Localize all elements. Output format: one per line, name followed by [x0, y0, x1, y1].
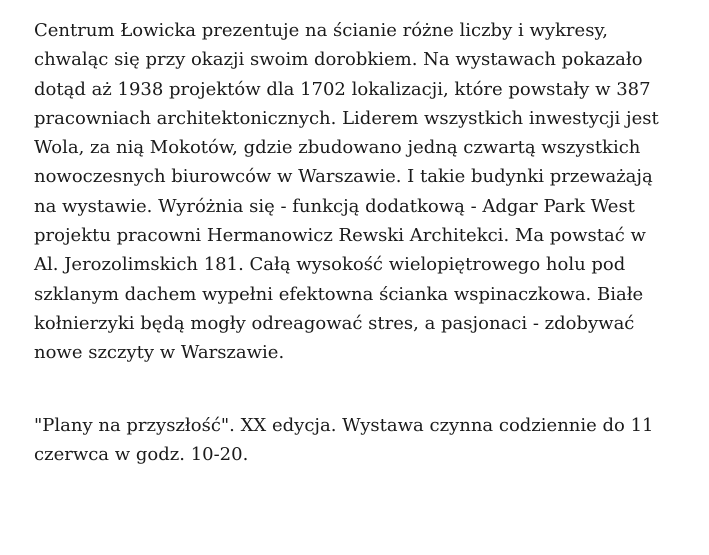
- article-paragraph: [34, 16, 694, 368]
- paragraph-line: kołnierzyki będą mogły odreagować stres, a pasjonaci - zdobywać: [34, 312, 635, 334]
- paragraph-line: "Plany na przyszłość". XX edycja. Wystawa czynna codziennie do 11: [34, 414, 654, 436]
- paragraph-line: szklanym dachem wypełni efektowna ścianka wspinaczkowa. Białe: [34, 283, 644, 305]
- article-body: [34, 16, 694, 469]
- paragraph-line: dotąd aż 1938 projektów dla 1702 lokalizacji, które powstały w 387: [34, 78, 651, 100]
- paragraph-line: nowoczesnych biurowców w Warszawie. I takie budynki przeważają: [34, 166, 653, 188]
- paragraph-line: Al. Jerozolimskich 181. Całą wysokość wielopiętrowego holu pod: [34, 254, 626, 276]
- paragraph-line: projektu pracowni Hermanowicz Rewski Architekci. Ma powstać w: [34, 225, 646, 247]
- paragraph-spacer: [34, 368, 694, 411]
- paragraph-line: Wola, za nią Mokotów, gdzie zbudowano jedną czwartą wszystkich: [34, 137, 641, 159]
- paragraph-line: pracowniach architektonicznych. Liderem wszystkich inwestycji jest: [34, 107, 659, 129]
- article-paragraph: [34, 411, 694, 470]
- paragraph-line: nowe szczyty w Warszawie.: [34, 342, 285, 364]
- paragraph-line: na wystawie. Wyróżnia się - funkcją dodatkową - Adgar Park West: [34, 195, 635, 217]
- paragraph-line: czerwca w godz. 10-20.: [34, 443, 249, 465]
- paragraph-line: chwaląc się przy okazji swoim dorobkiem. Na wystawach pokazało: [34, 49, 643, 71]
- paragraph-line: Centrum Łowicka prezentuje na ścianie różne liczby i wykresy,: [34, 20, 608, 41]
